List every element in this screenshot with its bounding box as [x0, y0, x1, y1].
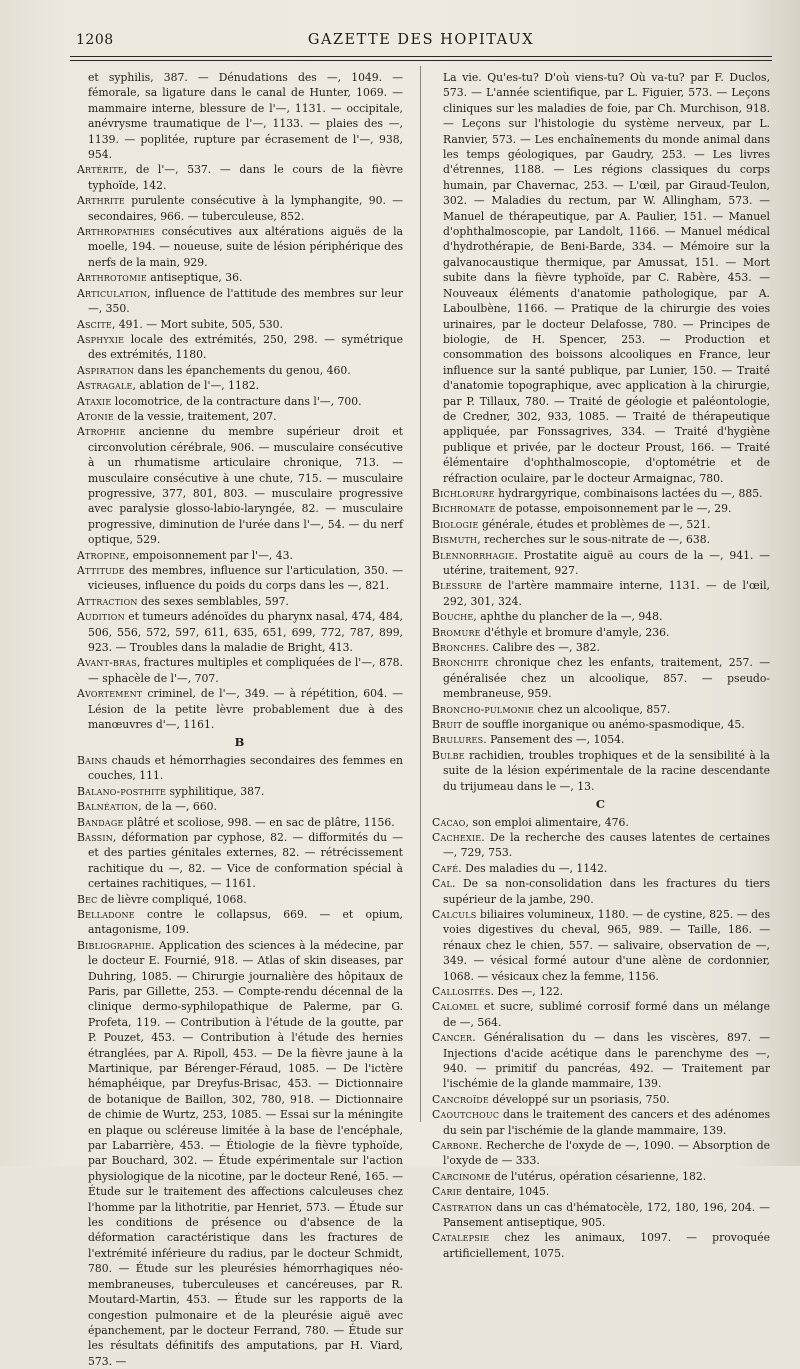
index-entry [432, 815, 770, 830]
entry-text: syphilitique, 387. [166, 784, 265, 798]
entry-keyword: Bulbe [432, 748, 465, 762]
entry-keyword: Cal [432, 877, 452, 891]
entry-text: chez un alcoolique, 857. [534, 702, 671, 716]
entry-text: . Calibre des —, 382. [485, 641, 600, 655]
index-entry [77, 424, 403, 547]
column-divider [420, 66, 421, 1122]
entry-keyword: Ataxie [77, 394, 112, 408]
entry-keyword: Articulation [77, 286, 148, 300]
index-entry [77, 378, 403, 393]
index-entry [432, 907, 770, 984]
entry-keyword: Balnéation [77, 800, 139, 814]
index-entry [432, 702, 770, 717]
entry-keyword: Balano-posthite [77, 784, 167, 798]
entry-keyword: Calculs [432, 907, 477, 921]
entry-text: d'éthyle et bromure d'amyle, 236. [480, 625, 670, 639]
entry-keyword: Calomel [432, 1000, 479, 1014]
index-entry [432, 1138, 770, 1169]
entry-keyword: Bassin [77, 830, 113, 844]
entry-text: . Des —, 122. [490, 984, 564, 998]
entry-keyword: Carie [432, 1185, 463, 1199]
entry-keyword: Asphyxie [77, 332, 125, 346]
entry-keyword: Cacao [432, 815, 466, 829]
index-entry [77, 799, 403, 814]
entry-keyword: Caoutchouc [432, 1108, 500, 1122]
index-entry [77, 938, 403, 1369]
entry-text: de l'utérus, opération césarienne, 182. [490, 1169, 707, 1183]
entry-keyword: Broncho-pulmonie [432, 702, 535, 716]
entry-keyword: Blessure [432, 579, 483, 593]
entry-keyword: Atrophie [77, 425, 126, 439]
entry-text: dans le traitement des cancers et des adénomes du sein par l'ischémie de la glande mammaire, 139. [443, 1108, 770, 1137]
left-entries-a [77, 70, 403, 732]
index-entry [77, 548, 403, 563]
entry-keyword: Belladone [77, 907, 135, 921]
section-letter-c: C [595, 797, 607, 812]
index-entry [432, 717, 770, 732]
entry-text: chez les animaux, 1097. — provoquée artificiellement, 1075. [443, 1231, 770, 1260]
entry-keyword: Astragale [77, 379, 133, 393]
index-entry [432, 1107, 770, 1138]
entry-text: de souffle inorganique ou anémo-spasmodique, 45. [462, 718, 745, 732]
entry-keyword: Bronchite [432, 656, 489, 670]
entry-keyword: Bec [77, 892, 98, 906]
index-entry [77, 892, 403, 907]
index-entry [432, 578, 770, 609]
index-entry [432, 732, 770, 747]
entry-text: plâtré et scoliose, 998. — en sac de plâtre, 1156. [123, 815, 395, 829]
entry-text: locale des extrémités, 250, 298. — symétrique des extrémités, 1180. [88, 332, 403, 362]
entry-keyword: Bibliographie [77, 938, 152, 952]
index-entry [77, 753, 403, 784]
entry-keyword: Bismuth [432, 533, 478, 547]
entry-text: dentaire, 1045. [462, 1185, 550, 1199]
entry-text: générale, études et problèmes de —, 521. [478, 517, 711, 531]
entry-text: , de la —, 660. [138, 800, 217, 814]
entry-keyword: Cachexie [432, 830, 482, 844]
entry-keyword: Avant-bras [77, 656, 137, 670]
entry-keyword: Attitude [77, 564, 125, 577]
entry-keyword: Café [432, 861, 459, 875]
entry-text: , fractures multiples et compliquées de l'—, 878. — sphacèle de l'—, 707. [88, 656, 403, 685]
index-entry [432, 861, 770, 876]
entry-text: chronique chez les enfants, traitement, 257. — généralisée chez un alcoolique, 857. — pseudo-membraneuse, 959. [443, 656, 770, 701]
entry-keyword: Callosités [432, 984, 491, 998]
entry-text: . De la recherche des causes latentes de certaines —, 729, 753. [443, 830, 770, 860]
index-entry [77, 686, 403, 732]
entry-keyword: Bichlorure [432, 486, 495, 500]
entry-text: des sexes semblables, 597. [137, 594, 289, 608]
index-entry [432, 609, 770, 624]
entry-text: dans un cas d'hématocèle, 172, 180, 196, 204. — Pansement antiseptique, 905. [443, 1200, 770, 1230]
entry-keyword: Atropine [77, 548, 126, 562]
entry-keyword: Bruit [432, 718, 463, 732]
entry-text: . Prostatite aiguë au cours de la —, 941. — utérine, traitement, 927. [443, 548, 770, 577]
index-entry [77, 70, 403, 162]
index-entry [432, 1169, 770, 1184]
left-column [77, 70, 403, 1369]
entry-text: La vie. Qu'es-tu? D'où viens-tu? Où va-tu? par F. Duclos, 573. — L'année scientifique, par L. Figuier, 573. — Leçons cliniques sur les maladies de foie, par Ch. Murchison, 918. — Leçons sur l'histologie du système nerveux, par L. Ranvier, 573. — Les enchaînements du monde animal dans les temps géologiques, par Gaudry, 253. — Les livres d'étrennes, 1188. — Les régions classiques du corps humain, par Chavernac, 253. — L'œil, par Giraud-Teulon, 302. — Maladies du rectum, par W. Allingham, 573. — Manuel de thérapeutique, par A. Paulier, 151. — Manuel d'ophthalmoscopie, par Landolt, 1166. — Manuel médical d'hydrothérapie, de Beni-Barde, 334. — Mémoire sur la galvanocaustique thermique, par Amussat, 151. — Mort subite dans la fièvre typhoïde, par C. Rabère, 453. — Nouveaux éléments d'anatomie pathologique, par A. Laboulbène, 1166. — Pratique de la chirurgie des voies urinaires, par le docteur Delafosse, 780. — Principes de biologie, de H. Spencer, 253. — Production et consommation des boissons alcooliques en France, leur influence sur la santé publique, par Lunier, 150. — Traité d'anatomie topographique, avec application à la chirurgie, par P. Tillaux, 780. — Traité de géologie et paléontologie, de Credner, 302, 933, 1085. — Traité de thérapeutique appliquée, par Fonssagrives, 334. — Traité d'hygiène publique et privée, par le docteur Proust, 166. — Traité élémentaire d'ophthalmoscopie, d'optométrie et de réfraction oculaire, par le docteur Armaignac, 780. [443, 71, 770, 485]
entry-text: de la vessie, traitement, 207. [113, 409, 277, 423]
entry-keyword: Carbone [432, 1139, 479, 1153]
entry-text: antiseptique, 36. [146, 271, 243, 285]
entry-text: criminel, de l'—, 349. — à répétition, 604. — Lésion de la petite lèvre probablement due à des manœuvres d'—, 1161. [88, 687, 403, 732]
index-entry [432, 984, 770, 999]
entry-keyword: Bromure [432, 625, 481, 639]
index-entry [77, 409, 403, 424]
entry-text: des membres, influence sur l'articulation, 350. — vicieuses, influence du poids du corps dans les —, 821. [88, 564, 403, 593]
entry-keyword: Ascite [77, 317, 112, 331]
entry-keyword: Blennorrhagie [432, 548, 515, 562]
header-rule-thin [70, 60, 772, 61]
entry-text: , ablation de l'—, 1182. [132, 379, 260, 393]
index-entry [432, 501, 770, 516]
entry-keyword: Attraction [77, 594, 138, 608]
index-entry [432, 1230, 770, 1261]
entry-text: biliaires volumineux, 1180. — de cystine, 825. — des voies digestives du cheval, 965, 989. — Taille, 186. — rénaux chez le chien, 557. — salivaire, observation de —, 349. — vésical formé autour d'une alène de cordonnier, 1068. — vésicaux chez la femme, 1156. [443, 907, 770, 983]
entry-keyword: Artérite [77, 163, 124, 177]
index-entry [77, 193, 403, 224]
entry-keyword: Bandage [77, 815, 124, 829]
index-entry [77, 594, 403, 609]
entry-text: hydrargyrique, combinaisons lactées du —, 885. [494, 486, 763, 500]
index-entry [432, 876, 770, 907]
entry-text: , recherches sur le sous-nitrate de —, 638. [477, 533, 711, 547]
entry-text: rachidien, troubles trophiques et de la sensibilité à la suite de la lésion expérimentale de la racine descendante du trijumeau dans le —, 13. [443, 748, 770, 793]
entry-text: de potasse, empoisonnement par le —, 29. [495, 502, 732, 516]
entry-keyword: Arthropathies [77, 225, 155, 239]
index-entry [77, 815, 403, 830]
entry-text: et syphilis, 387. — Dénudations des —, 1049. — fémorale, sa ligature dans le canal de Hunter, 1069. — mammaire interne, blessure de l'—, 1131. — occipitale, anévrysme traumatique de l'—, 1133. — plaies des —, 1139. — poplitée, rupture par écrasement de l'—, 938, 954. [88, 71, 403, 162]
index-entry [77, 394, 403, 409]
entry-keyword: Aspiration [77, 363, 135, 377]
entry-text: dans les épanchements du genou, 460. [134, 363, 351, 377]
entry-text: , empoisonnement par l'—, 43. [125, 548, 293, 562]
entry-text: purulente consécutive à la lymphangite, 90. — secondaires, 966. — tuberculeuse, 852. [88, 194, 403, 223]
index-entry [77, 563, 403, 594]
index-entry [432, 830, 770, 861]
entry-keyword: Arthrotomie [77, 271, 147, 285]
index-entry [432, 1030, 770, 1092]
entry-keyword: Castration [432, 1200, 493, 1214]
entry-keyword: Bronches [432, 641, 486, 655]
entry-keyword: Cancer [432, 1031, 473, 1045]
entry-text: chauds et hémorrhagies secondaires des femmes en couches, 111. [88, 753, 403, 783]
left-entries-b [77, 753, 403, 1369]
entry-keyword: Catalepsie [432, 1231, 490, 1245]
entry-text: consécutives aux altérations aiguës de la moelle, 194. — noueuse, suite de lésion périphérique des nerfs de la main, 929. [88, 225, 403, 269]
entry-keyword: Brulures [432, 733, 484, 747]
page-number: 1208 [76, 32, 114, 48]
index-entry [432, 748, 770, 794]
entry-text: , son emploi alimentaire, 476. [465, 815, 629, 829]
section-letter-b: B [234, 735, 246, 750]
entry-keyword: Carcinome [432, 1169, 491, 1183]
entry-keyword: Avortement [77, 687, 143, 701]
right-column [432, 70, 770, 1261]
index-entry [77, 830, 403, 892]
index-entry [77, 270, 403, 285]
entry-text: et tumeurs adénoïdes du pharynx nasal, 474, 484, 506, 556, 572, 597, 611, 635, 651, 699, 772, 787, 899, 923. — Troubles dans la maladie de Bright, 413. [88, 610, 403, 655]
entry-text: de l'artère mammaire interne, 1131. — de l'œil, 292, 301, 324. [443, 579, 770, 608]
index-entry [77, 224, 403, 270]
entry-text: , de l'—, 537. — dans le cours de la fièvre typhoïde, 142. [88, 163, 403, 192]
index-entry [432, 486, 770, 501]
entry-text: ancienne du membre supérieur droit et circonvolution cérébrale, 906. — musculaire consécutive à un rhumatisme articulaire chronique, 713. — musculaire consécutive à une chute, 715. — musculaire progressive, 377, 801, 803. — musculaire progressive avec paralysie glosso-labio-laryngée, 82. — musculaire progressive, diminution de l'urée dans l'—, 54. — du nerf optique, 529. [88, 425, 403, 547]
entry-text: contre le collapsus, 669. — et opium, antagonisme, 109. [88, 907, 403, 937]
entry-text: développé sur un psoriasis, 750. [488, 1092, 670, 1106]
index-entry [77, 609, 403, 655]
entry-text: , aphthe du plancher de la —, 948. [473, 610, 663, 624]
index-entry [432, 655, 770, 701]
entry-text: , 491. — Mort subite, 505, 530. [111, 317, 283, 331]
index-entry [432, 532, 770, 547]
entry-keyword: Arthrite [77, 194, 125, 208]
journal-title: GAZETTE DES HOPITAUX [307, 32, 535, 48]
entry-keyword: Bichromate [432, 502, 496, 516]
entry-text: . Des maladies du —, 1142. [458, 861, 608, 875]
entry-text: et sucre, sublimé corrosif formé dans un mélange de —, 564. [443, 1000, 770, 1029]
entry-text: locomotrice, de la contracture dans l'—, 700. [111, 394, 362, 408]
index-entry [77, 286, 403, 317]
entry-text: . Pansement des —, 1054. [483, 733, 625, 747]
index-entry [432, 640, 770, 655]
entry-text: de lièvre compliqué, 1068. [97, 892, 247, 906]
index-entry [77, 784, 403, 799]
index-entry [77, 907, 403, 938]
entry-keyword: Audition [77, 610, 125, 624]
index-entry [77, 363, 403, 378]
entry-keyword: Biologie [432, 517, 479, 531]
index-entry [432, 1092, 770, 1107]
index-entry [432, 517, 770, 532]
entry-keyword: Atonie [77, 409, 114, 423]
index-entry [77, 162, 403, 193]
index-entry [432, 625, 770, 640]
index-entry [432, 999, 770, 1030]
entry-text: . Recherche de l'oxyde de —, 1090. — Absorption de l'oxyde de — 333. [443, 1139, 770, 1168]
entry-keyword: Cancroïde [432, 1092, 489, 1106]
entry-keyword: Bains [77, 753, 108, 767]
index-entry [432, 1200, 770, 1231]
entry-text: . Application des sciences à la médecine, par le docteur E. Fournié, 918. — Atlas of skin diseases, par Duhring, 1085. — Chirurgie journalière des hôpitaux de Paris, par Gillette, 253. — Compte-rendu décennal de la clinique dermo-syphilopathique de Palerme, par G. Profeta, 119. — Contribution à l'étude de la goutte, par P. Pouzet, 453. — Contribution à l'étude des hernies étranglées, par A. Ripoll, 453. — De la fièvre jaune à la Martinique, par Bérenger-Féraud, 1085. — De l'ictère hémaphéique, par Dreyfus-Brisac, 453. — Dictionnaire de botanique de Baillon, 302, 780, 918. — Dictionnaire de chimie de Wurtz, 253, 1085. — Essai sur la méningite en plaque ou scléreuse limitée à la base de l'encéphale, par Labarrière, 453. — Étiologie de la fièvre typhoïde, par Bouchard, 302. — Étude expérimentale sur l'action physiologique de la nicotine, par le docteur René, 165. — Étude sur le traitement des affections calculeuses chez l'homme par la lithotritie, par Henriet, 573. — Étude sur les conditions de présence ou d'absence de la déformation caractéristique dans les fractures de l'extrémité inférieure du radius, par le docteur Schmidt, 780. — Étude sur les pleurésies hémorrhagiques néo-membraneuses, tuberculeuses et cancéreuses, par R. Moutard-Martin, 453. — Étude sur les rapports de la congestion pulmonaire et de la pleurésie aiguë avec épanchement, par le docteur Ferrand, 780. — Étude sur les résultats définitifs des amputations, par H. Viard, 573. — [88, 938, 403, 1368]
entry-text: . Généralisation du — dans les viscères, 897. — Injections d'acide acétique dans le parenchyme des —, 940. — primitif du pancréas, 492. — Traitement par l'ischémie de la glande mammaire, 139. [443, 1031, 770, 1091]
entry-text: , déformation par cyphose, 82. — difformités du — et des parties génitales externes, 82. — rétrécissement rachitique du —, 82. — Vice de conformation spécial à certaines rachitiques, — 1161. [88, 830, 403, 891]
entry-text: . De sa non-consolidation dans les fractures du tiers supérieur de la jambe, 290. [443, 877, 770, 906]
index-entry [77, 332, 403, 363]
index-entry [432, 1184, 770, 1199]
entry-text: , influence de l'attitude des membres sur leur —, 350. [88, 286, 403, 316]
index-entry [77, 655, 403, 686]
header-rule-thick [70, 56, 772, 57]
index-entry [432, 70, 770, 486]
right-entries-a [432, 70, 770, 794]
entry-keyword: Bouche [432, 610, 474, 624]
index-entry [432, 548, 770, 579]
right-entries-c [432, 815, 770, 1262]
page-header [70, 32, 772, 52]
index-entry [77, 317, 403, 332]
